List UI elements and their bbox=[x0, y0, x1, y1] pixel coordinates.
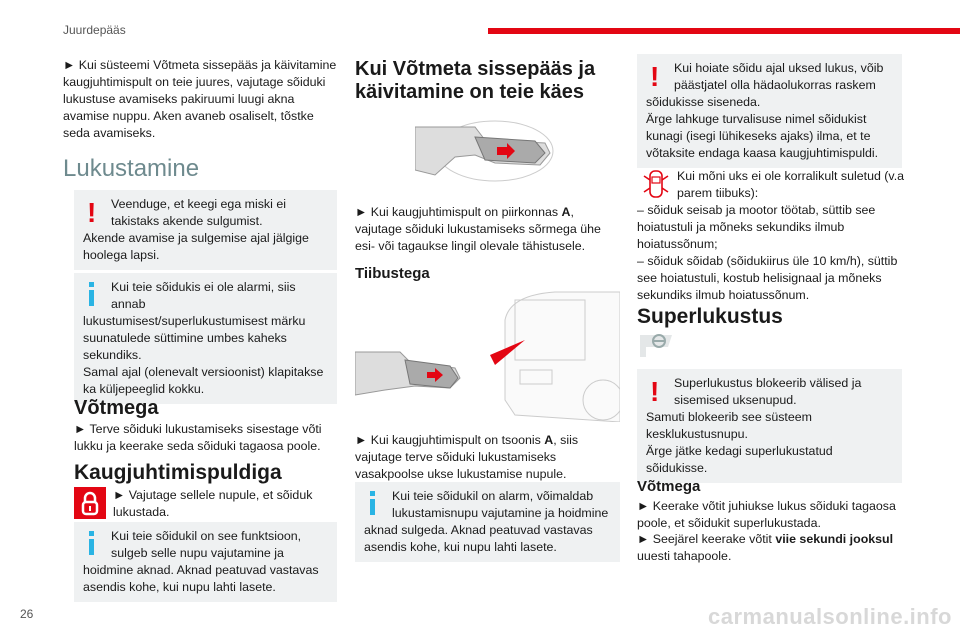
info-box bbox=[74, 273, 337, 404]
key-paragraph: ► Keerake võtit juhiukse lukus sõiduki tagaosa poole, et sõidukit superlukustada. bbox=[637, 499, 896, 530]
zone-label: A bbox=[544, 433, 554, 447]
info-box bbox=[74, 522, 337, 602]
key-paragraph: ► Terve sõiduki lukustamiseks sisestage võti lukku ja keerake seda sõiduki tagaosa poole. bbox=[74, 422, 322, 453]
door-item: – sõiduk seisab ja mootor töötab, süttib see hoiatustuli ja mõneks sekundiks ilmub hoiatussõnum; bbox=[637, 203, 876, 251]
warning-text: Ärge lahkuge turvalisuse nimel sõidukist kunagi (isegi lühikeseks ajaks) ilma, et te võtaksite endaga kaasa kaugjuhtimispuldi. bbox=[646, 112, 879, 160]
heading-key: Võtmega bbox=[637, 478, 701, 495]
watermark: carmanualsonline.info bbox=[708, 604, 952, 629]
heading-locking: Lukustamine bbox=[63, 155, 200, 182]
warning-box bbox=[637, 369, 902, 483]
keyless-paragraph bbox=[355, 204, 621, 255]
warning-text: Kui hoiate sõidu ajal uksed lukus, võib päästjatel olla hädaolukorras raskem sõidukisse siseneda. bbox=[646, 61, 884, 109]
header-accent-bar bbox=[488, 28, 960, 34]
heading-superlocking: Superlukustus bbox=[637, 305, 783, 328]
info-text: Kui teie sõidukil on alarm, võimaldab lukustamisnupu vajutamine ja hoidmine aknad sulgeda. Aknad peatuvad vastavas asendis kohe, kui nupu lahti lasete. bbox=[364, 489, 609, 554]
steering-wheel-icon bbox=[640, 333, 672, 359]
remote-paragraph: ► Vajutage sellele nupule, et sõiduk lukustada. bbox=[113, 488, 313, 519]
warning-text: Superlukustus blokeerib välised ja sisemised uksenupud. bbox=[674, 376, 862, 407]
key-paragraph bbox=[637, 531, 907, 565]
warning-box bbox=[637, 54, 902, 168]
info-text: Samal ajal (olenevalt versioonist) klapitakse ka küljepeeglid kokku. bbox=[83, 365, 324, 396]
warning-icon: ! bbox=[650, 376, 660, 407]
warning-text: Veenduge, et keegi ega miski ei takistaks akende sulgumist. bbox=[111, 197, 286, 228]
text: , siis vajutage terve sõiduki lukustamiseks vasakpoolse ukse lukustamise nupule. bbox=[355, 433, 579, 481]
warning-text: Samuti blokeerib see süsteem kesklukustusnupu. bbox=[646, 410, 812, 441]
heading-keyless: Kui Võtmeta sissepääs ja käivitamine on teie käes bbox=[355, 58, 596, 103]
text: ► Kui kaugjuhtimispult on piirkonnas bbox=[355, 205, 562, 219]
info-icon bbox=[83, 528, 105, 558]
intro-paragraph: ► Kui süsteemi Võtmeta sissepääs ja käivitamine kaugjuhtimispult on teie juures, vajutage sõiduki lukustuse avamiseks pakiruumi luugi akna avamise nuppu. Aken avaneb osaliselt, tõstke seda avamiseks. bbox=[63, 58, 337, 140]
zone-label: A bbox=[561, 205, 571, 219]
heading-remote: Kaugjuhtimispuldiga bbox=[74, 461, 282, 484]
section-header: Juurdepääs bbox=[63, 23, 126, 37]
info-box bbox=[355, 482, 620, 562]
text: ► Seejärel keerake võtit bbox=[637, 532, 776, 546]
van-rear-illustration bbox=[355, 290, 620, 422]
door-item: – sõiduk sõidab (sõidukiirus üle 10 km/h), süttib see hoiatustuli, kostub helisignaal ja mõneks sekundiks ilmub hoiatussõnum. bbox=[637, 254, 898, 302]
warning-text: Akende avamise ja sulgemise ajal jälgige hoolega lapsi. bbox=[83, 231, 309, 262]
heading-key: Võtmega bbox=[74, 397, 159, 419]
text: ► Kui kaugjuhtimispult on tsoonis bbox=[355, 433, 545, 447]
heading-wings: Tiibustega bbox=[355, 265, 430, 282]
info-icon bbox=[364, 488, 386, 518]
info-text: Kui teie sõidukis ei ole alarmi, siis annab lukustumisest/superlukustumisest märku suunatulede süttimine umbes kaheks sekundiks. bbox=[83, 280, 306, 362]
text: , vajutage sõiduki lukustamiseks sõrmega ühe esi- või tagaukse lingil olevale tähistusele. bbox=[355, 205, 601, 253]
warning-box bbox=[74, 190, 337, 270]
text: uuesti tahapoole. bbox=[637, 549, 732, 563]
lock-icon bbox=[74, 487, 106, 519]
warning-icon: ! bbox=[650, 61, 660, 92]
warning-text: Ärge jätke kedagi superlukustatud sõidukisse. bbox=[646, 444, 833, 475]
emphasis: viie sekundi jooksul bbox=[775, 532, 894, 546]
info-text: Kui teie sõidukil on see funktsioon, sulgeb selle nupu vajutamine ja hoidmine aknad. Aknad peatuvad vastavas asendis kohe, kui nupu lahti lasete. bbox=[83, 529, 319, 594]
wings-paragraph bbox=[355, 432, 621, 483]
door-open-warning-icon bbox=[642, 168, 670, 200]
warning-icon: ! bbox=[87, 197, 97, 228]
door-intro: Kui mõni uks ei ole korralikult suletud (v.a parem tiibuks): bbox=[677, 169, 905, 200]
door-handle-illustration bbox=[415, 115, 555, 187]
info-icon bbox=[83, 279, 105, 309]
page-number: 26 bbox=[20, 607, 34, 621]
